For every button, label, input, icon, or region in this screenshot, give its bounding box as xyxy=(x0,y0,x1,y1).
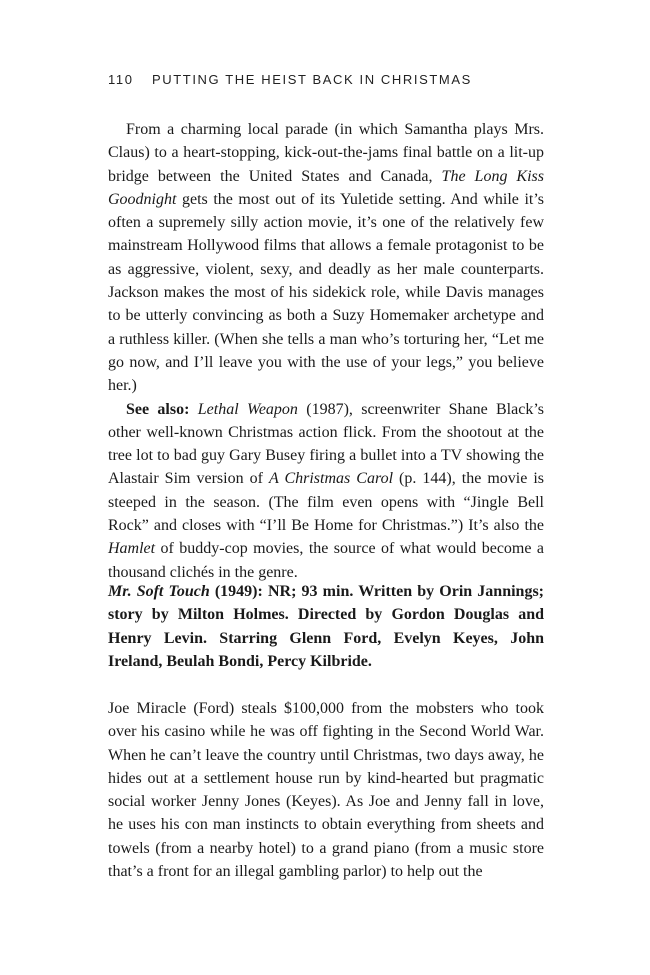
entry-credits xyxy=(108,580,544,673)
paragraph-text: (p. 144), the movie is steeped in the season. (The film even opens with “Jingle Bell Rock” and closes with “I’ll Be Home for Christmas.”) It’s also the xyxy=(108,470,544,535)
paragraph-text: gets the most out of its Yuletide setting. And while it’s often a supremely silly action movie, it’s one of the relatively few mainstream Hollywood films that allows a female protagonist to be as aggressive, violent, sexy, and deadly as her male counterparts. Jackson makes the most of his sidekick role, while Davis manages to be utterly convincing as both a Suzy Homemaker archetype and a ruthless killer. (When she tells a man who’s torturing her, “Let me go now, and I’ll leave you with the use of your legs,” you believe her.) xyxy=(108,190,544,395)
film-title: Hamlet xyxy=(108,540,156,558)
text-block-top xyxy=(108,118,544,584)
entry-film-title: Mr. Soft Touch xyxy=(108,583,210,600)
film-entry-heading xyxy=(108,580,544,673)
paragraph-text xyxy=(189,401,197,418)
paragraph-see-also xyxy=(108,398,544,584)
film-title: Lethal Weapon xyxy=(197,400,298,418)
text-block-bottom xyxy=(108,697,544,883)
page-number: 110 xyxy=(108,72,134,87)
entry-details: (1949): NR; 93 min. Written by Orin Jannings; story by Milton Holmes. Directed by Gordon Douglas and Henry Levin. Starring Glenn Ford, Evelyn Keyes, John Ireland, Beulah Bondi, Percy Kilbride. xyxy=(108,583,544,670)
paragraph-text: From a charming local parade (in which Samantha plays Mrs. Claus) to a heart-stopping, kick-out-the-jams final battle on a lit-up bridge between the United States and Canada, xyxy=(108,121,544,185)
film-title: A Christmas Carol xyxy=(268,470,394,488)
paragraph-long-kiss-goodnight xyxy=(108,118,544,398)
running-title: PUTTING THE HEIST BACK IN CHRISTMAS xyxy=(152,72,472,87)
film-title: The Long Kiss Goodnight xyxy=(108,167,545,208)
running-header xyxy=(108,72,548,87)
paragraph-mr-soft-touch: Joe Miracle (Ford) steals $100,000 from the mobsters who took over his casino while he was off fighting in the Second World War. When he can’t leave the country until Christmas, two days away, he hides out at a settlement house run by kind-hearted but pragmatic social worker Jenny Jones (Keyes). As Joe and Jenny fall in love, he uses his con man instincts to obtain everything from sheets and towels (from a nearby hotel) to a grand piano (from a music store that’s a front for an illegal gambling parlor) to help out the xyxy=(108,700,544,881)
paragraph-text: (1987), screenwriter Shane Black’s other well-known Christmas action flick. From the shootout at the tree lot to bad guy Gary Busey firing a bullet into a TV showing the Alastair Sim version of xyxy=(108,400,545,488)
see-also-label: See also: xyxy=(126,400,190,418)
paragraph-text: of buddy-cop movies, the source of what would become a thousand clichés in the genre. xyxy=(108,540,544,581)
